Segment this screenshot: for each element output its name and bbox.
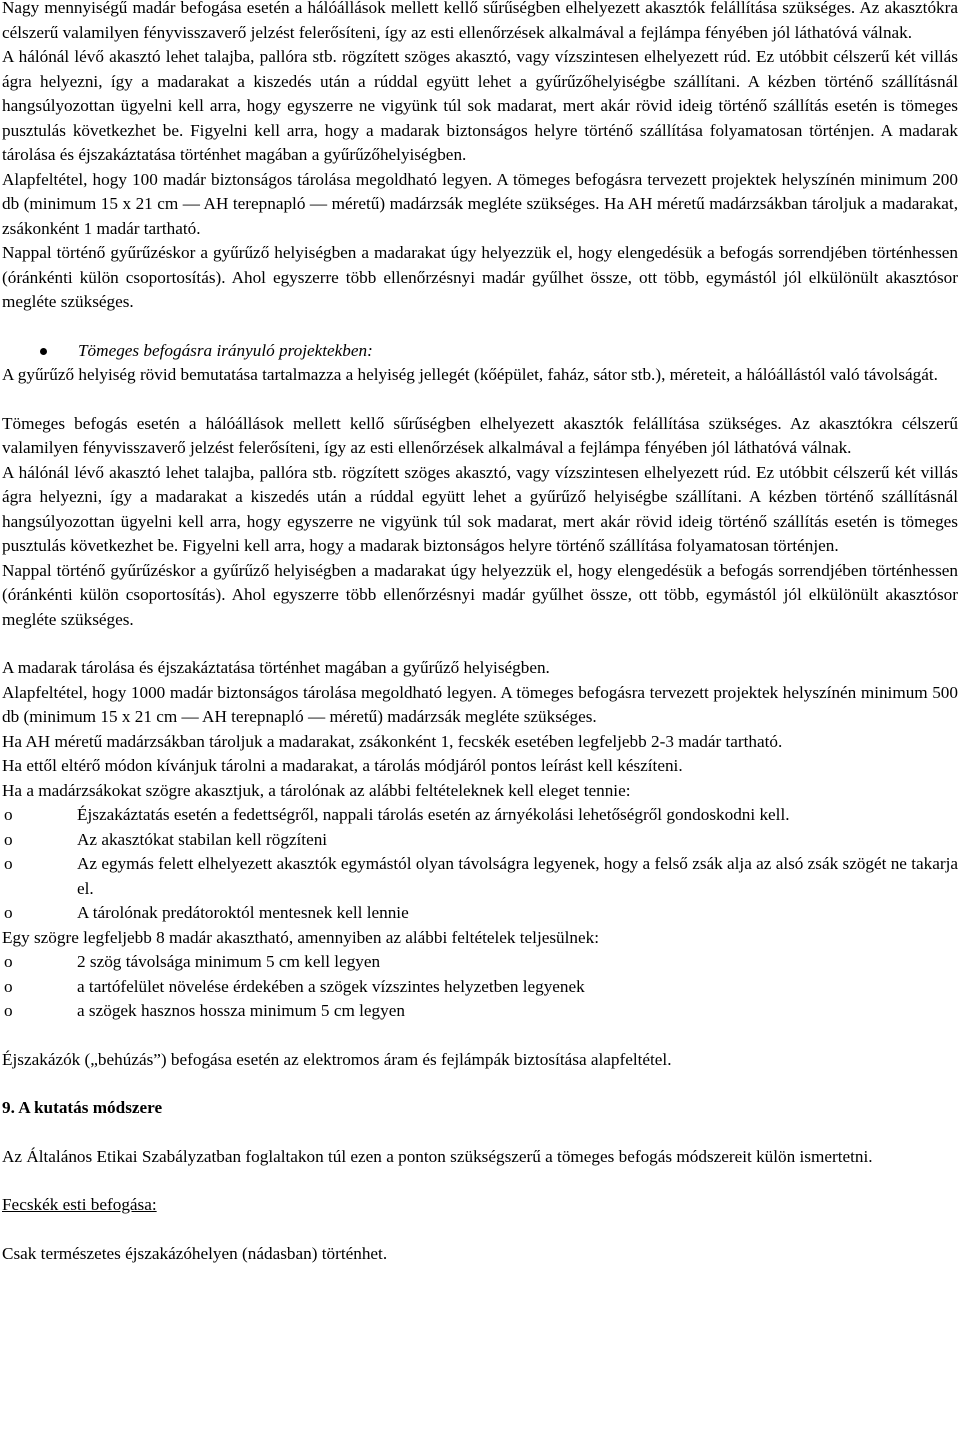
paragraph: Tömeges befogás esetén a hálóállások mellett kellő sűrűségben elhelyezett akasztók felállítása szükséges. Az akasztókra célszerű valamilyen fényvisszaverő jelzést felerősíteni, így az esti ellenőrzések alkalmával a fejlámpa fényében jól láthatóvá válnak.: [2, 413, 958, 457]
storage-section: [2, 656, 958, 1024]
paragraph: Az Általános Etikai Szabályzatban foglaltakon túl ezen a ponton szükségszerű a tömeges befogás módszereit külön ismertetni.: [2, 1146, 873, 1166]
list-item: o Az egymás felett elhelyezett akasztók egymástól olyan távolságra legyenek, hogy a felső zsák alja az alsó zsák szögét ne takarja el.: [4, 854, 958, 898]
list-marker: o: [4, 976, 13, 996]
paragraph: A madarak tárolása és éjszakáztatása történhet magában a gyűrűző helyiségben.: [2, 658, 550, 677]
intro-section: [2, 0, 958, 315]
list-marker: o: [4, 1001, 13, 1020]
paragraph: Ha AH méretű madárzsákban tároljuk a madarakat, zsákonként 1, fecskék esetében legfeljebb 2-3 madár tartható.: [2, 731, 783, 751]
list-item: o Éjszakáztatás esetén a fedettségről, nappali tárolás esetén az árnyékolási lehetőségről gondoskodni kell.: [2, 803, 958, 828]
list-item: o a tartófelület növelése érdekében a szögek vízszintes helyzetben legyenek: [2, 975, 958, 1000]
list-marker: o: [4, 829, 13, 849]
paragraph: A hálónál lévő akasztó lehet talajba, pallóra stb. rögzített szöges akasztó, vagy vízszintesen elhelyezett rúd. Ez utóbbit célszerű két villás ágra helyezni, így a madarakat a kiszedés után a rúddal együtt lehet a gyűrűző helyiségbe szállítani. A kézben történő szállításnál hangsúlyozottan ügyelni kell arra, hogy egyszerre ne vigyünk túl sok madarat, mert akár rövid ideig történő szállítás esetén is tömeges pusztulás következhet be. Figyelni kell arra, hogy a madarak biztonságos helyre történő szállítása folyamatosan történjen.: [2, 462, 958, 555]
conditions-list: [2, 803, 958, 926]
section-heading: 9. A kutatás módszere: [2, 1098, 163, 1117]
list-marker: o: [4, 854, 13, 873]
bullet-heading: Tömeges befogásra irányuló projektekben:: [78, 340, 373, 360]
list-item: o a szögek hasznos hossza minimum 5 cm legyen: [2, 999, 958, 1024]
paragraph: Csak természetes éjszakázóhelyen (nádasban) történhet.: [2, 1243, 388, 1263]
paragraph: Egy szögre legfeljebb 8 madár akasztható, amennyiben az alábbi feltételek teljesülnek:: [2, 927, 600, 947]
paragraph: Ha ettől eltérő módon kívánjuk tárolni a madarakat, a tárolás módjáról pontos leírást kell készíteni.: [2, 756, 683, 775]
paragraph: A gyűrűző helyiség rövid bemutatása tartalmazza a helyiség jellegét (kőépület, faház, sátor stb.), méreteit, a hálóállástól való távolságát.: [2, 365, 938, 384]
nails-list: [2, 950, 958, 1024]
list-marker: o: [4, 805, 13, 824]
paragraph: Ha a madárzsákokat szögre akasztjuk, a tárolónak az alábbi feltételeknek kell eleget tennie:: [2, 780, 631, 800]
paragraph: Nappal történő gyűrűzéskor a gyűrűző helyiségben a madarakat úgy helyezzük el, hogy elengedésük a befogás sorrendjében történhessen (óránkénti külön csoportosítás). Ahol egyszerre több ellenőrzésnyi madár gyűlhet össze, ott több, egymástól jól elkülönült akasztósor megléte szükséges.: [2, 243, 958, 311]
bullet-icon: [40, 348, 47, 355]
list-item: o Az akasztókat stabilan kell rögzíteni: [2, 828, 958, 853]
list-marker: o: [4, 952, 13, 971]
paragraph: A hálónál lévő akasztó lehet talajba, pallóra stb. rögzített szöges akasztó, vagy vízszintesen elhelyezett rúd. Ez utóbbit célszerű két villás ágra helyezni, így a madarakat a kiszedés után a rúddal együtt lehet a gyűrűzőhelyiségbe szállítani. A kézben történő szállításnál hangsúlyozottan ügyelni kell arra, hogy egyszerre ne vigyünk túl sok madarat, mert akár rövid ideig történő szállítás esetén is tömeges pusztulás következhet be. Figyelni kell arra, hogy a madarak biztonságos helyre történő szállítása folyamatosan történjen. A madarak tárolása és éjszakáztatása történhet magában a gyűrűzőhelyiségben.: [2, 47, 958, 164]
paragraph: Éjszakázók („behúzás”) befogása esetén az elektromos áram és fejlámpák biztosítása alapfeltétel.: [2, 1049, 672, 1069]
paragraph: Nagy mennyiségű madár befogása esetén a hálóállások mellett kellő sűrűségben elhelyezett akasztók felállítása szükséges. Az akasztókra célszerű valamilyen fényvisszaverő jelzést felerősíteni, így az esti ellenőrzések alkalmával a fejlámpa fényében jól láthatóvá válnak.: [2, 0, 958, 42]
paragraph: Alapfeltétel, hogy 1000 madár biztonságos tárolása megoldható legyen. A tömeges befogásra tervezett projektek helyszínén minimum 500 db (minimum 15 x 21 cm — AH terepnapló — méretű) madárzsák megléte szükséges.: [2, 682, 958, 726]
mass-capture-section: [2, 412, 958, 633]
paragraph: Alapfeltétel, hogy 100 madár biztonságos tárolása megoldható legyen. A tömeges befogásra tervezett projektek helyszínén minimum 200 db (minimum 15 x 21 cm — AH terepnapló — méretű) madárzsák megléte szükséges. Ha AH méretű madárzsákban tároljuk a madarakat, zsákonként 1 madár tartható.: [2, 169, 958, 238]
subheading: Fecskék esti befogása:: [2, 1195, 157, 1214]
bullet-item: [2, 339, 958, 364]
paragraph: Nappal történő gyűrűzéskor a gyűrűző helyiségben a madarakat úgy helyezzük el, hogy elengedésük a befogás sorrendjében történhessen (óránkénti külön csoportosítás). Ahol egyszerre több ellenőrzésnyi madár gyűlhet össze, ott több, egymástól jól elkülönült akasztósor megléte szükséges.: [2, 560, 958, 629]
list-marker: o: [4, 903, 13, 922]
list-item: o 2 szög távolsága minimum 5 cm kell legyen: [2, 950, 958, 975]
list-item: o A tárolónak predátoroktól mentesnek kell lennie: [2, 901, 958, 926]
